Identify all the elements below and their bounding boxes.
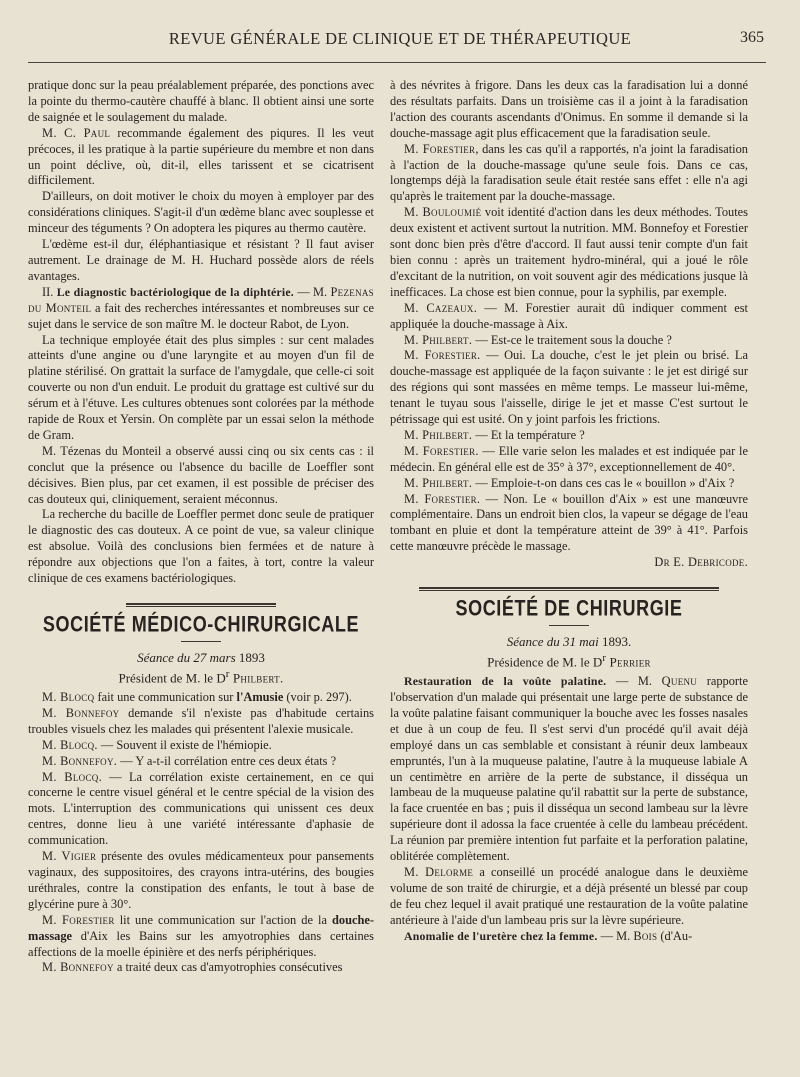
paragraph bbox=[390, 205, 748, 300]
seance-date bbox=[390, 634, 748, 650]
presidence bbox=[28, 667, 374, 686]
seance-label: Séance du bbox=[506, 634, 564, 649]
person-name: M. Bouloumié bbox=[404, 205, 482, 220]
paragraph bbox=[28, 913, 374, 961]
paragraph: à des névrites à frigore. Dans les deux cas la faradisation lui a donné des résultats parfaits. Dans un troisième cas il a joint à la faradisation l'action des courants ascendants d'Onimus. En somme il demande si la douche-massage agit plus efficacement que la faradisation seule. bbox=[390, 78, 748, 140]
paragraph-text: — Et la température ? bbox=[472, 427, 585, 442]
running-header bbox=[0, 26, 800, 54]
person-name: M. Philbert. bbox=[404, 427, 473, 442]
left-column bbox=[28, 78, 374, 976]
paragraph bbox=[28, 285, 374, 333]
journal-title: REVUE GÉNÉRALE DE CLINIQUE ET DE THÉRAPEUTIQUE bbox=[168, 29, 632, 48]
paragraph-text: — Y a-t-il corrélation entre ces deux états ? bbox=[117, 753, 337, 768]
paragraph-text: a traité deux cas d'amyotrophies consécutives bbox=[113, 960, 343, 975]
paragraph bbox=[390, 428, 748, 444]
ornament-rule bbox=[419, 587, 719, 591]
person-name: M. Forestier. bbox=[404, 491, 481, 506]
paragraph-text: rapporte l'observation d'un malade qui présentait une large perte de substance de la voûte palatine faisant communiquer la bouche avec les fosses nasales et due à un coup de feu. Il s'est servi d'un procédé qu'il avait déjà employé dans un cas semblable et consistant à réunir deux lambeaux empruntés, l'un à la muqueuse palatine, l'autre à la muqueuse labiale A un centimètre en arrière de la perte de substance, il disséqua un lambeau de la muqueuse palatine qu'il rabattit sur la perte de substance, la face cruentée en bas ; puis il disséqua un second lambeau sur la lèvre supérieure dont il adossa la face cruentée à celle du lambeau précédent. La réunion par première intention fut parfaite et la perforation palatine, oblitérée complètement. bbox=[390, 674, 748, 864]
right-column bbox=[390, 78, 748, 945]
section-heading-chirurgie bbox=[390, 587, 748, 626]
paragraph-text: — Oui. La douche, c'est le jet plein ou brisé. La douche-massage est appliquée de la façon suivante : le jet est dirigé sur des régions qui sont massées en même temps. Le masseur lui-même, tenant le tuyau sous l'aisselle, dirige le jet et masse C'est surtout le pétrissage qui est usité. On y joint parfois les frictions. bbox=[390, 348, 748, 427]
paragraph-text: demande s'il n'existe pas d'habitude certains troubles visuels chez les malades qui présentent l'alexie musicale. bbox=[28, 705, 374, 736]
paragraph-text: fait une communication sur bbox=[94, 690, 237, 705]
paragraph-text: lit une communication sur l'action de la bbox=[114, 912, 332, 927]
paragraph bbox=[28, 754, 374, 770]
author-signature: Dr E. Debricode. bbox=[654, 555, 748, 570]
person-name: M. Bonnefoy bbox=[42, 705, 120, 720]
subheading: Anomalie de l'uretère chez la femme. bbox=[404, 928, 598, 943]
person-name: M. Forestier. bbox=[404, 348, 481, 363]
paragraph: pratique donc sur la peau préalablement préparée, des ponctions avec la pointe du thermo-cautère chauffé à blanc. Il obtient ainsi une sorte de saignée et le soulagement du malade. bbox=[28, 78, 374, 124]
subheading: Restauration de la voûte palatine. bbox=[404, 674, 607, 689]
bold-term: douche-massage bbox=[28, 912, 374, 943]
ornament-rule bbox=[181, 641, 221, 642]
person-name: M. Blocq. bbox=[42, 737, 98, 752]
paragraph-text: — M. Forestier aurait dû indiquer comment est appliquée la douche-massage à Aix. bbox=[390, 300, 748, 331]
superscript: r bbox=[225, 667, 230, 680]
seance-year: 1893 bbox=[235, 649, 265, 665]
person-name: Bois bbox=[633, 928, 658, 943]
paragraph: D'ailleurs, on doit motiver le choix du moyen à employer par des considérations cliniques. S'agit-il d'un œdème blanc avec souplesse et minceur des téguments ? On adoptera les piqures au thermo cautère. bbox=[28, 189, 374, 236]
paragraph bbox=[390, 444, 748, 476]
section-title: SOCIÉTÉ MÉDICO-CHIRURGICALE bbox=[42, 611, 360, 637]
person-name: M. Forestier bbox=[42, 912, 115, 927]
paragraph: M. Tézenas du Monteil a observé aussi cinq ou six cents cas : il conclut que la présence ou l'absence du bacille de Loeffler sont décisives. Bien plus, par cet examen, il est possible de préciser des cas douteux qui, cliniquement, seraient méconnus. bbox=[28, 443, 374, 506]
paragraph-text: — Elle varie selon les malades et est indiquée par le médecin. En général elle est de 35° à 37°, exceptionnellement de 40°. bbox=[390, 443, 748, 474]
paragraph bbox=[390, 929, 748, 945]
person-name: M. Vigier bbox=[42, 849, 97, 864]
person-name: M. Bonnefoy. bbox=[42, 753, 118, 768]
paragraph-text: a conseillé un procédé analogue dans le deuxième volume de son traité de chirurgie, et a déjà présenté un blessé par coup de feu chez lequel il avait pratiqué une restauration de la voûte palatine antérieure à l'aide d'un lambeau pris sur la lèvre supérieure. bbox=[390, 865, 748, 927]
person-name: M. Blocq. bbox=[42, 769, 102, 784]
person-name: M. Philbert. bbox=[404, 332, 473, 347]
seance-day: 31 mai bbox=[563, 634, 599, 649]
paragraph-text: , dans les cas qu'il a rapportés, n'a joint la faradisation à l'action de la douche-massage qu'une seule fois. Dans ce cas, longtemps déjà la faradisation seule était restée sans effet : elle n'a agi qu'après le traitement par la douche-massage. bbox=[390, 141, 748, 204]
presidence-label: Présidence de M. le D bbox=[487, 654, 603, 670]
paragraph bbox=[28, 126, 374, 190]
seance-date bbox=[28, 650, 374, 666]
paragraph bbox=[28, 960, 374, 976]
superscript: r bbox=[602, 651, 606, 664]
president-name: Philbert. bbox=[229, 670, 284, 686]
paragraph-text: voit identité d'action dans les deux méthodes. Toutes deux existent et activent surtout la nutrition. MM. Bonnefoy et Forestier sont donc bien près d'être d'accord. Il faut aussi tenir compte d'un fait bien connu : après un traitement hydro-minéral, qui a joué le rôle d'excitant de la nutrition, on voit souvent agir des médications jusque là inefficaces. La chose est bien connue, pour la syphilis, par exemple. bbox=[390, 205, 748, 299]
paragraph-text: — Non. Le « bouillon d'Aix » est une manœuvre complémentaire. Dans un endroit bien clos, la vapeur se dégage de l'eau tombant en pluie et dont la température atteint de 39° à 41°. Parfois cette manœuvre précède le massage. bbox=[390, 491, 748, 554]
dash: — M. bbox=[293, 284, 331, 299]
presidence-label: Président de M. le D bbox=[118, 670, 226, 686]
paragraph bbox=[390, 674, 748, 865]
person-name: M. Cazeaux. bbox=[404, 300, 478, 315]
paragraph-text: présente des ovules médicamenteux pour pansements vaginaux, des suppositoires, des crayons intra-utérins, des bougies uréthrales, contre la constipation des enfants, le tout à base de glycérine pure à 30°. bbox=[28, 849, 374, 911]
person-name: M. Philbert. bbox=[404, 475, 473, 490]
paragraph bbox=[390, 301, 748, 333]
paragraph: La technique employée était des plus simples : sur cent malades atteints d'une angine ou d'une laryngite et au moyen d'un fil de platine stérilisé. On grattait la surface de l'amygdale, que celle-ci soit couverte ou non d'un enduit. Le produit du grattage est cultivé sur du sérum et à l'étuve. Les cultures obtenues sont colorées par la méthode rapide de Roux et Yersin. On complète par un essai selon la méthode de Gram. bbox=[28, 332, 374, 442]
paragraph: L'œdème est-il dur, éléphantiasique et résistant ? Il faut aviser autrement. Le drainage de M. H. Huchard possède alors de réels avantages. bbox=[28, 237, 374, 283]
person-name: M. Bonnefoy bbox=[42, 960, 114, 975]
seance-day: 27 mars bbox=[193, 649, 236, 665]
section-title: SOCIÉTÉ DE CHIRURGIE bbox=[455, 595, 683, 621]
person-name: M. Delorme bbox=[404, 865, 474, 880]
paragraph-text: (voir p. 297). bbox=[283, 690, 352, 705]
subheading: Le diagnostic bactériologique de la diphtérie. bbox=[56, 284, 294, 299]
dash: — M. bbox=[606, 674, 662, 689]
paragraph bbox=[28, 738, 374, 754]
paragraph-text: recommande également des piqures. Il les veut précoces, il les pratique à la partie supérieure du membre et non dans un point déclive, où, dit-il, elles tarissent et se cicatrisent difficilement. bbox=[28, 125, 375, 188]
paragraph-text: — Est-ce le traitement sous la douche ? bbox=[472, 332, 672, 347]
person-name: M. C. Paul bbox=[42, 125, 111, 140]
paragraph-text: a fait des recherches intéressantes et nombreuses sur ce sujet dans le service de son maître M. le docteur Rabot, de Lyon. bbox=[28, 300, 374, 331]
person-name: Pezenas du Monteil bbox=[28, 284, 374, 315]
paragraph bbox=[390, 492, 748, 556]
paragraph-text: d'Aix les Bains sur les amyotrophies dans certaines affections de la moelle épinière et des nerfs périphériques. bbox=[28, 928, 374, 959]
paragraph bbox=[390, 865, 748, 929]
person-name: Quenu bbox=[661, 674, 698, 689]
person-name: M. Blocq bbox=[42, 690, 95, 705]
president-name: Perrier bbox=[605, 654, 651, 670]
paragraph bbox=[390, 476, 748, 492]
paragraph bbox=[28, 770, 374, 850]
paragraph-text: — Emploie-t-on dans ces cas le « bouillon » d'Aix ? bbox=[472, 475, 735, 490]
dash: — M. bbox=[597, 928, 634, 943]
seance-year: 1893. bbox=[598, 634, 632, 649]
paragraph bbox=[390, 333, 748, 349]
paragraph bbox=[28, 849, 374, 913]
paragraph: La recherche du bacille de Loeffler permet donc seule de pratiquer le diagnostic des cas douteux. A ce point de vue, sa valeur clinique est absolue. Voilà des conclusions bien fermées et de nature à répondre aux objections que l'on a faites, à tort, contre la valeur clinique de ces examens bactériologiques. bbox=[28, 507, 374, 586]
section-heading-medico bbox=[28, 603, 374, 642]
person-name: M. Forestier. bbox=[404, 443, 479, 458]
section-number: II. bbox=[42, 284, 57, 299]
person-name: M. Forestier bbox=[404, 141, 476, 156]
page-number: 365 bbox=[740, 29, 764, 46]
paragraph bbox=[390, 142, 748, 206]
seance-label: Séance du bbox=[137, 649, 194, 665]
paragraph bbox=[390, 348, 748, 428]
paragraph-text: — Souvent il existe de l'hémiopie. bbox=[97, 737, 272, 752]
bold-term: l'Amusie bbox=[236, 690, 284, 705]
paragraph-text: — La corrélation existe certainement, en ce qui concerne le centre visuel général et le centre spécial de la vision des mots. L'interruption des communications qui unissent ces deux centres, donne lieu à une variété intéressante d'aphasie de communication. bbox=[28, 769, 374, 848]
presidence bbox=[390, 651, 748, 670]
ornament-rule bbox=[549, 625, 589, 626]
paragraph bbox=[28, 706, 374, 738]
paragraph-text: (d'Au- bbox=[657, 928, 693, 943]
ornament-rule bbox=[126, 603, 276, 607]
paragraph bbox=[28, 690, 374, 706]
header-rule bbox=[28, 62, 766, 63]
